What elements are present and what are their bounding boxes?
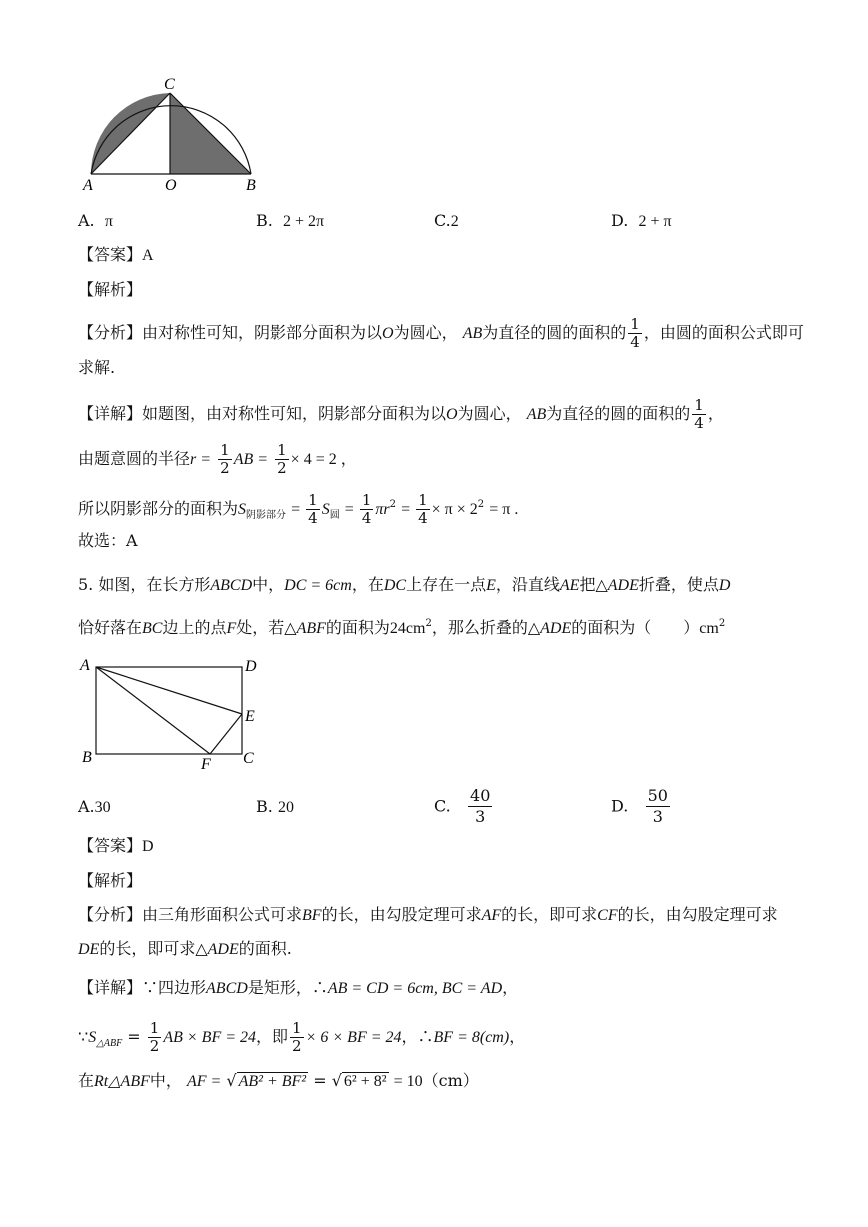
q5-label-f: F: [201, 756, 211, 773]
q5-option-c: C. $\frac{40}{3}$: [434, 786, 491, 826]
q5-option-b: B. 20: [256, 797, 294, 816]
q5-label-c: C: [243, 750, 254, 767]
q4-analysis-tag: 【解析】: [78, 280, 143, 299]
q4-label-o: O: [165, 177, 177, 194]
q5-stem-line2: 恰好落在BC边上的点F处，若△ABF的面积为$24cm^2$，那么折叠的△ADE的面积为（ ）$cm^2$: [78, 618, 726, 637]
q5-rectangle-figure: [78, 654, 268, 774]
q4-option-b: B. 2 + 2π: [256, 211, 325, 230]
q5-label-b: B: [82, 749, 92, 766]
q4-option-d: D. 2 + π: [611, 211, 672, 230]
q4-choose: 故选：A: [78, 531, 138, 550]
q5-xiangjie-line1: 【详解】∵四边形ABCD是矩形，∴AB = CD = 6cm, BC = AD，: [78, 978, 519, 997]
q5-fenxi-line2: DE的长，即可求△ADE的面积.: [78, 939, 292, 958]
q4-fenxi-line2: 求解.: [78, 358, 116, 377]
q5-ae: [96, 667, 242, 714]
q4-xiangjie-line1: 【详解】如题图，由对称性可知，阴影部分面积为以O为圆心， AB为直径的圆的面积的 $\frac{1}{4}$ ，: [78, 396, 724, 432]
q4-answer: 【答案】A: [78, 245, 154, 264]
q5-answer: 【答案】D: [78, 836, 154, 855]
q5-af: [96, 667, 210, 754]
q4-semicircle-figure: [80, 74, 270, 194]
q4-shade-line: 所以阴影部分的面积为$S_{阴影部分}$ = $\frac{1}{4}$ $S_圆$ = $\frac{1}{4}$ $\pi r^2$ = $\frac{1}{4}$ × $\pi \times 2^2 = \pi$ .: [78, 491, 519, 527]
q4-option-c: C.2: [434, 211, 459, 230]
q4-label-c: C: [164, 76, 175, 93]
q4-radius-line: 由题意圆的半径r = $\frac{1}{2}$ AB = $\frac{1}{2}$ × 4 = 2 ，: [78, 441, 357, 477]
q4-xiangjie-fraction: $\frac{1}{4}$: [694, 396, 704, 432]
q5-stem-line1: 5. 如图，在长方形ABCD中，DC = 6cm，在DC上存在一点E，沿直线AE把△ADE折叠，使点D: [78, 575, 731, 594]
q4-label-b: B: [246, 177, 256, 194]
q5-label-d: D: [245, 658, 257, 675]
q4-label-a: A: [83, 177, 93, 194]
q5-label-a: A: [80, 657, 90, 674]
q5-label-e: E: [245, 708, 255, 725]
q5-rt-line: 在Rt△ABF中， AF = √ AB² + BF² = √ 6² + 8² = 10（cm）: [78, 1071, 479, 1090]
q4-fenxi-fraction: $\frac{1}{4}$: [630, 315, 640, 351]
q5-area-line: $\because S_{\triangle ABF}$ = $\frac{1}{2}$ AB × BF = 24，即 $\frac{1}{2}$ × 6 × BF = 24，∴BF = 8(cm)，: [78, 1019, 526, 1055]
q5-fenxi-line1: 【分析】由三角形面积公式可求BF的长，由勾股定理可求AF的长，即可求CF的长，由勾股定理可求: [78, 905, 778, 924]
q5-option-d: D. $\frac{50}{3}$: [611, 786, 668, 826]
q4-fenxi-line1: 【分析】由对称性可知，阴影部分面积为以O为圆心， AB为直径的圆的面积的 $\frac{1}{4}$ ，由圆的面积公式即可: [78, 315, 804, 351]
q4-option-a: A. π: [78, 211, 113, 230]
q5-fe: [210, 714, 242, 754]
q5-option-a: A.30: [78, 797, 111, 816]
q5-analysis-tag: 【解析】: [78, 871, 143, 890]
